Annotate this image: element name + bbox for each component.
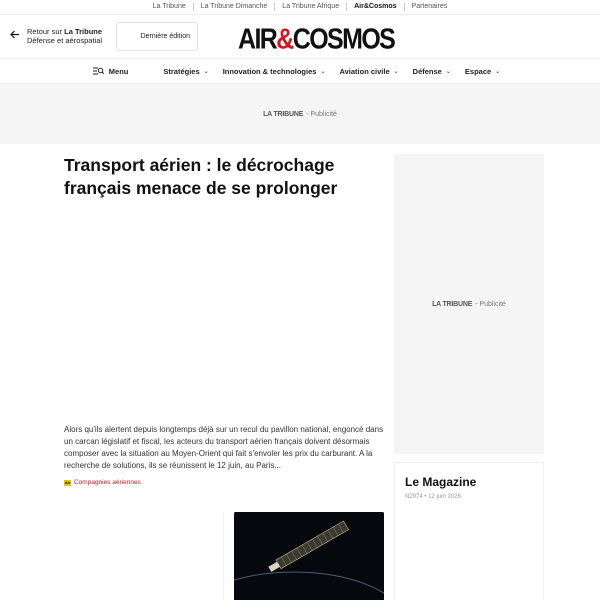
chevron-down-icon: ⌄	[445, 68, 451, 75]
nav-label: Innovation & technologies	[222, 66, 317, 76]
back-brand: La Tribune	[64, 27, 103, 36]
article-title[interactable]: Transport aérien : le décrochage français menace de se prolonger	[64, 155, 338, 198]
logo-ampersand: &	[276, 23, 293, 56]
nav-item-defense[interactable]	[413, 67, 451, 76]
satellite-illustration	[234, 512, 384, 600]
logo-part-cosmos: COSMOS	[292, 23, 395, 56]
nav-item-espace[interactable]	[465, 67, 500, 76]
nav-label: Aviation civile	[339, 66, 390, 76]
nav-item-innovation[interactable]	[223, 67, 326, 76]
category-badge-icon: Air	[64, 480, 71, 485]
main-navigation	[0, 59, 600, 84]
air-cosmos-logo[interactable]	[238, 23, 394, 56]
chevron-down-icon: ⌄	[320, 68, 326, 75]
related-card-placeholder	[64, 512, 224, 600]
ad-label: - Publicité	[306, 110, 337, 118]
menu-button[interactable]	[93, 67, 129, 76]
nav-item-aviation-civile[interactable]	[339, 67, 398, 76]
satellite-thumbnail-image[interactable]	[234, 512, 384, 600]
toplink-la-tribune-afrique[interactable]: La Tribune Afrique	[275, 3, 347, 11]
sidebar-ad[interactable]	[394, 154, 544, 454]
toplink-la-tribune-dimanche[interactable]: La Tribune Dimanche	[194, 3, 276, 11]
nav-label: Défense	[412, 66, 442, 76]
chevron-down-icon: ⌄	[203, 68, 209, 75]
site-header	[0, 15, 600, 59]
main-content	[0, 144, 600, 600]
nav-label: Espace	[464, 66, 492, 76]
chevron-down-icon: ⌄	[393, 68, 399, 75]
nav-item-strategies[interactable]	[163, 67, 208, 76]
edition-label: Dernière édition	[140, 33, 190, 40]
logo-part-air: AIR	[238, 23, 277, 56]
menu-search-icon	[93, 67, 104, 75]
ad-brand-logo: LA TRIBUNE	[432, 300, 473, 308]
top-ad-banner[interactable]	[0, 84, 600, 144]
menu-label: Menu	[108, 66, 129, 76]
category-label: Compagnies aériennes	[74, 479, 141, 486]
toplink-partenaires[interactable]: Partenaires	[411, 3, 448, 10]
nav-label: Stratégies	[163, 66, 200, 76]
arrow-left-icon	[10, 30, 20, 39]
top-links-bar	[0, 0, 600, 15]
back-prefix: Retour sur	[27, 27, 63, 36]
chevron-down-icon: ⌄	[495, 68, 501, 75]
category-tag[interactable]	[64, 479, 141, 486]
back-link-text	[27, 27, 102, 45]
magazine-issue-meta: N2974 • 12 juin 2026	[405, 494, 461, 500]
latest-edition-button[interactable]	[116, 22, 198, 51]
toplink-la-tribune[interactable]: La Tribune	[146, 3, 194, 11]
toplink-air-cosmos[interactable]: Air&Cosmos	[347, 3, 404, 11]
article-excerpt: Alors qu'ils alertent depuis longtemps déjà sur un recul du pavillon national, engoncé dans un carcan législatif et fiscal, les acteurs du transport aérien français doivent désormais composer avec la situation au Moyen-Orient qui fait s'envoler les prix du carburant. A la recherche de solutions, ils se réunissent le 12 juin, au Paris...	[64, 425, 384, 470]
ad-label: - Publicité	[475, 300, 506, 308]
back-to-la-tribune-link[interactable]	[10, 27, 102, 45]
ad-brand-logo: LA TRIBUNE	[263, 110, 304, 118]
magazine-title: Le Magazine	[405, 475, 477, 489]
magazine-widget[interactable]	[394, 462, 544, 600]
back-section: Défense et aérospatial	[27, 36, 103, 45]
